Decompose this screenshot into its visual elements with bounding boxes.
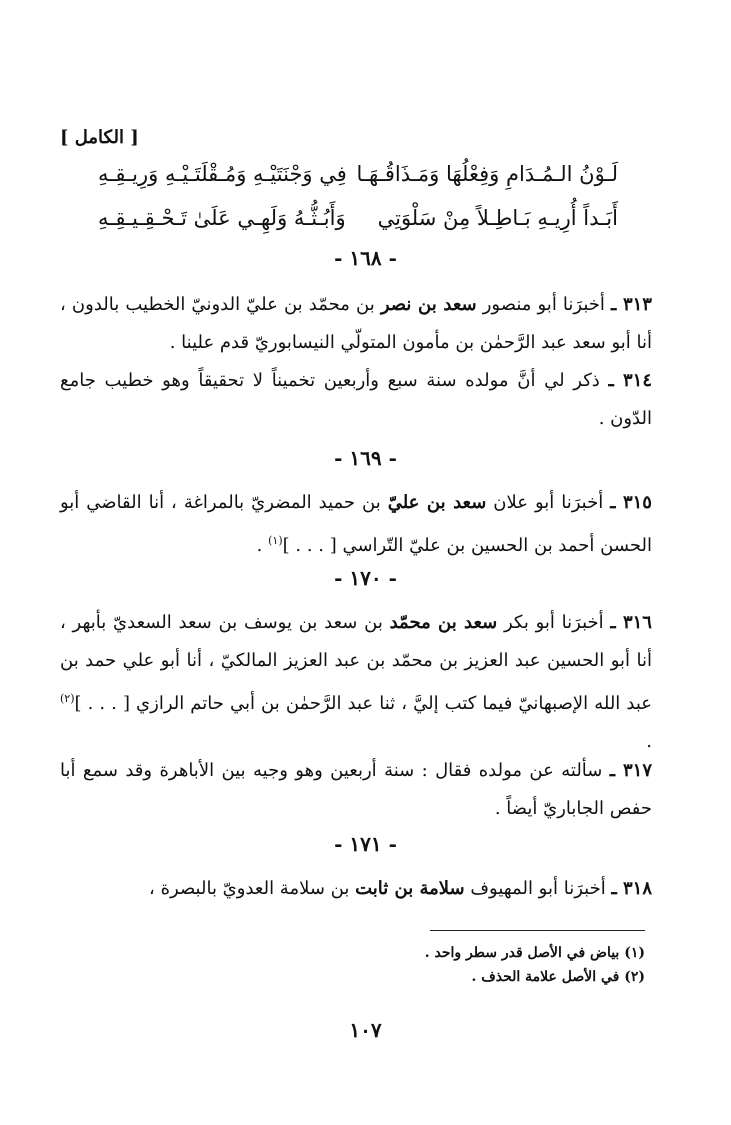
footnote-ref: (٢) (60, 692, 75, 705)
entry-text-pre: أخبرَنا أبو منصور (482, 294, 605, 315)
entry-text-tail: . (646, 731, 652, 752)
footnote-ref: (١) (268, 534, 283, 547)
entry-text-pre: أخبرَنا أبو بكر (503, 612, 604, 633)
entry-317 (60, 752, 652, 828)
page-number: ١٠٧ (349, 1018, 382, 1042)
entry-316 (60, 604, 652, 761)
section-number: - ١٧١ - (334, 832, 397, 856)
entry-text-pre: ذكر لي أنَّ مولده سنة سبع وأربعين تخميناً لا تحقيقاً وهو خطيب جامع الدّون . (60, 370, 652, 429)
entry-name: سلامة بن ثابت (355, 878, 465, 899)
entry-name: سعد بن محمّد (389, 612, 498, 633)
section-number: - ١٦٨ - (334, 246, 397, 270)
entry-number: ٣١٧ ـ (609, 760, 652, 781)
hemistich-right: أَبَـداً أُرِيـهِ بَـاطِـلاً مِنْ سَلْوَتِي (377, 206, 618, 230)
section-number: - ١٦٩ - (334, 446, 397, 470)
entry-number: ٣١٤ ـ (608, 370, 652, 391)
hemistich-left: وَأَبُـثُّـهُ وَلَهِـي عَلَىٰ تَـحْـقِـيـقِـهِ (98, 206, 346, 230)
entry-number: ٣١٥ ـ (610, 492, 652, 513)
footnote-1: (١) بياض في الأصل قدر سطر واحد . (424, 945, 645, 961)
entry-text-post: بن حميد المضريّ بالمراغة ، أنا القاضي أبو الحسن أحمد بن الحسين بن عليّ التّراسي [ . . . ] (60, 492, 652, 556)
entry-314 (60, 362, 652, 438)
entry-number: ٣١٨ ـ (611, 878, 652, 899)
entry-text-post: بن محمّد بن عليّ الدونيّ الخطيب بالدون ، أنا أبو سعد عبد الرَّحمٰن بن مأمون المتولّي النيسابوريّ قدم علينا . (60, 294, 652, 353)
entry-313 (60, 286, 652, 362)
poem-verses (98, 152, 618, 240)
hemistich-left: فِي وَجْنَتَيْـهِ وَمُـقْلَتَـيْـهِ وَرِيـقِـهِ (98, 162, 347, 186)
footnote-divider (430, 930, 645, 931)
section-number: - ١٧٠ - (334, 566, 397, 590)
hemistich-right: لَـوْنُ الـمُـدَامِ وَفِعْلُهَا وَمَـذَاقُـهَـا (356, 162, 618, 186)
entry-text-post: بن سعد بن يوسف بن سعد السعديّ بأبهر ، أنا أبو الحسين عبد العزيز بن محمّد بن عبد العزيز المالكيّ ، أنا أبو علي حمد بن عبد الله الإصبهانيّ فيما كتب إليَّ ، ثنا عبد الرَّحمٰن بن أبي حاتم الرازي [ . . . ] (60, 612, 652, 714)
entry-text-tail: . (256, 535, 263, 556)
poem-line-1 (98, 152, 618, 196)
entry-315 (60, 484, 652, 565)
footnote-2: (٢) في الأصل علامة الحذف . (471, 969, 645, 985)
entry-number: ٣١٣ ـ (611, 294, 652, 315)
entry-number: ٣١٦ ـ (610, 612, 652, 633)
entry-name: سعد بن عليّ (387, 492, 487, 513)
poetic-meter-label: [ الكامل ] (60, 127, 139, 148)
entry-text-pre: سألته عن مولده فقال : سنة أربعين وهو وجيه بين الأباهرة وقد سمع أبا حفص الجاباريّ أيضاً . (60, 760, 652, 819)
entry-name: سعد بن نصر (380, 294, 477, 315)
entry-text-pre: أخبرَنا أبو المهيوف (470, 878, 606, 899)
poem-line-2 (98, 196, 618, 240)
entry-text-post: بن سلامة العدويّ بالبصرة ، (149, 878, 350, 899)
entry-text-pre: أخبرَنا أبو علان (493, 492, 604, 513)
entry-318 (60, 870, 652, 908)
